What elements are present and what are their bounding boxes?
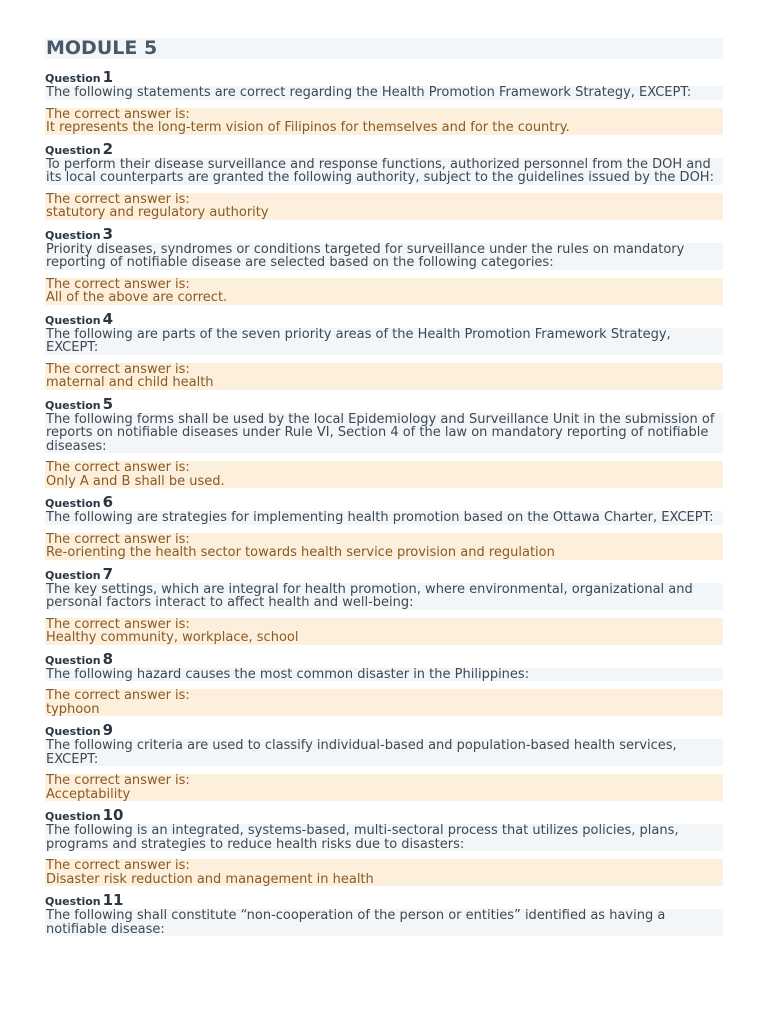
question-number: 1: [102, 68, 114, 86]
answer-text: All of the above are correct.: [46, 290, 228, 305]
question-number: 10: [102, 806, 124, 824]
question-block: [45, 226, 723, 305]
question-heading: [45, 226, 723, 243]
answer-text: Healthy community, workplace, school: [46, 630, 299, 645]
question-number: 8: [102, 649, 114, 668]
question-number: 6: [102, 493, 114, 511]
question-list: [45, 69, 723, 939]
question-number: 11: [102, 891, 124, 909]
answer-label: The correct answer is:: [46, 773, 190, 788]
answer-label: The correct answer is:: [46, 688, 190, 703]
question-label: Question: [45, 398, 101, 412]
question-block: [45, 807, 723, 886]
answer-text: Re-orienting the health sector towards health service provision and regulation: [46, 545, 555, 560]
answer-label: The correct answer is:: [46, 361, 190, 377]
question-block: [45, 566, 723, 645]
answer-box: [45, 533, 723, 560]
answer-box: [45, 363, 723, 390]
question-number: 3: [102, 224, 114, 243]
question-label: Question: [45, 228, 101, 242]
question-heading: [45, 311, 723, 328]
question-label: Question: [45, 653, 101, 667]
question-label: Question: [45, 72, 101, 85]
question-number: 2: [102, 139, 114, 158]
answer-label: The correct answer is:: [46, 858, 190, 873]
question-block: [45, 494, 723, 560]
answer-box: [45, 774, 723, 801]
question-label: Question: [45, 313, 101, 327]
question-heading: [45, 69, 723, 86]
question-text: The following is an integrated, systems-based, multi-sectoral process that utilizes policies, plans, programs and strategies to reduce health risks due to disasters:: [45, 824, 723, 851]
question-label: Question: [45, 895, 101, 908]
question-heading: [45, 722, 723, 739]
question-text: Priority diseases, syndromes or conditions targeted for surveillance under the rules on mandatory reporting of notifiable disease are selected based on the following categories:: [45, 243, 723, 270]
question-number: 9: [102, 721, 114, 739]
answer-text: Disaster risk reduction and management in health: [46, 871, 374, 887]
answer-box: [45, 108, 723, 135]
answer-box: [45, 618, 723, 645]
answer-text: statutory and regulatory authority: [46, 205, 269, 220]
answer-box: [45, 859, 723, 886]
question-block: [45, 311, 723, 390]
answer-text: maternal and child health: [46, 375, 214, 390]
question-label: Question: [45, 568, 101, 582]
question-label: Question: [45, 725, 101, 738]
answer-label: The correct answer is:: [46, 106, 190, 122]
answer-label: The correct answer is:: [46, 460, 190, 475]
question-block: [45, 69, 723, 135]
question-text: The following statements are correct regarding the Health Promotion Framework Strategy, EXCEPT:: [45, 86, 723, 100]
question-block: [45, 141, 723, 220]
question-number: 5: [102, 394, 114, 413]
question-text: The following shall constitute “non-cooperation of the person or entities” identified as having a notifiable disease:: [45, 909, 723, 936]
answer-label: The correct answer is:: [46, 616, 190, 632]
question-text: The key settings, which are integral for health promotion, where environmental, organizational and personal factors interact to affect health and well-being:: [45, 583, 723, 610]
answer-box: [45, 689, 723, 716]
question-label: Question: [45, 143, 101, 157]
question-text: The following are parts of the seven priority areas of the Health Promotion Framework Strategy, EXCEPT:: [45, 328, 723, 355]
question-number: 7: [102, 564, 114, 583]
question-label: Question: [45, 497, 101, 510]
question-text: The following are strategies for implementing health promotion based on the Ottawa Charter, EXCEPT:: [45, 511, 723, 525]
question-block: [45, 892, 723, 939]
answer-label: The correct answer is:: [46, 531, 190, 547]
answer-text: Only A and B shall be used.: [46, 473, 225, 489]
question-heading: [45, 892, 723, 909]
answer-box: [45, 461, 723, 488]
question-heading: [45, 566, 723, 583]
answer-label: The correct answer is:: [46, 191, 190, 207]
answer-box: [45, 278, 723, 305]
answer-label: The correct answer is:: [46, 276, 190, 292]
question-heading: [45, 494, 723, 511]
page-title: MODULE 5: [45, 38, 723, 59]
question-heading: [45, 396, 723, 413]
question-block: [45, 396, 723, 489]
answer-text: It represents the long-term vision of Filipinos for themselves and for the country.: [46, 120, 570, 135]
question-number: 4: [102, 309, 114, 328]
question-block: [45, 722, 723, 801]
question-block: [45, 651, 723, 717]
question-heading: [45, 651, 723, 668]
answer-box: [45, 193, 723, 220]
question-heading: [45, 807, 723, 824]
question-heading: [45, 141, 723, 158]
question-text: The following hazard causes the most common disaster in the Philippines:: [45, 668, 723, 682]
question-text: The following criteria are used to classify individual-based and population-based health services, EXCEPT:: [45, 739, 723, 766]
answer-text: typhoon: [46, 701, 100, 717]
question-label: Question: [45, 810, 101, 823]
answer-text: Acceptability: [46, 786, 131, 802]
question-text: To perform their disease surveillance and response functions, authorized personnel from the DOH and its local counterparts are granted the following authority, subject to the guidelines issued by the DOH:: [45, 158, 723, 185]
question-text: The following forms shall be used by the local Epidemiology and Surveillance Unit in the submission of reports on notifiable diseases under Rule VI, Section 4 of the law on mandatory reporting of notifiable diseases:: [45, 413, 723, 454]
